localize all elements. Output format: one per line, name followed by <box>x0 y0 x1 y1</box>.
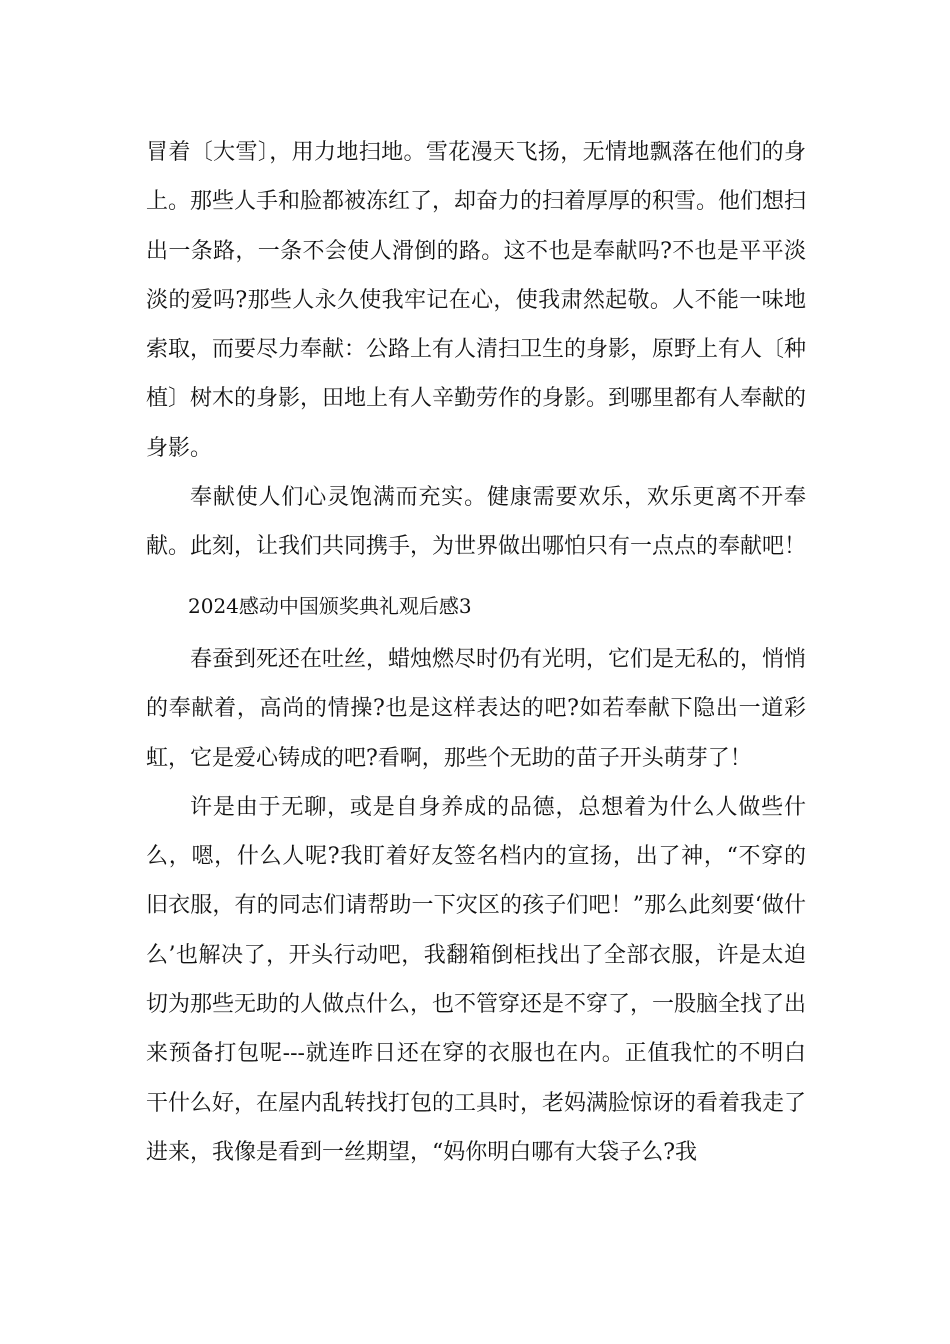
paragraph-continued: 冒着〔大雪〕，用力地扫地。雪花漫天飞扬，无情地飘落在他们的身上。那些人手和脸都被冻红了，却奋力的扫着厚厚的积雪。他们想扫出一条路，一条不会使人滑倒的路。这不也是奉献吗?不也是平平淡淡的爱吗?那些人永久使我牢记在心，使我肃然起敬。人不能一味地索取，而要尽力奉献：公路上有人清扫卫生的身影，原野上有人〔种植〕树木的身影，田地上有人辛勤劳作的身影。到哪里都有人奉献的身影。 <box>146 140 807 461</box>
paragraph-clothes: 许是由于无聊，或是自身养成的品德，总想着为什么人做些什么，嗯，什么人呢?我盯着好友签名档内的宣扬，出了神，“不穿的旧衣服，有的同志们请帮助一下灾区的孩子们吧！”那么此刻要‘做什么’也解决了，开头行动吧，我翻箱倒柜找出了全部衣服，许是太迫切为那些无助的人做点什么，也不管穿还是不穿了，一股脑全找了出来预备打包呢---就连昨日还在穿的衣服也在内。正值我忙的不明白干什么好，在屋内乱转找打包的工具时，老妈满脸惊讶的看着我走了进来，我像是看到一丝期望，“妈你明白哪有大袋子么?我 <box>146 794 807 1165</box>
paragraph-silkworm: 春蚕到死还在吐丝，蜡烛燃尽时仍有光明，它们是无私的，悄悄的奉献着，高尚的情操?也是这样表达的吧?如若奉献下隐出一道彩虹，它是爱心铸成的吧?看啊，那些个无助的苗子开头萌芽了！ <box>146 646 807 771</box>
document-body <box>146 128 806 1177</box>
section-heading: 2024感动中国颁奖典礼观后感3 <box>188 593 472 618</box>
paragraph-dedication: 奉献使人们心灵饱满而充实。健康需要欢乐，欢乐更离不开奉献。此刻，让我们共同携手，为世界做出哪怕只有一点点的奉献吧！ <box>146 485 807 560</box>
